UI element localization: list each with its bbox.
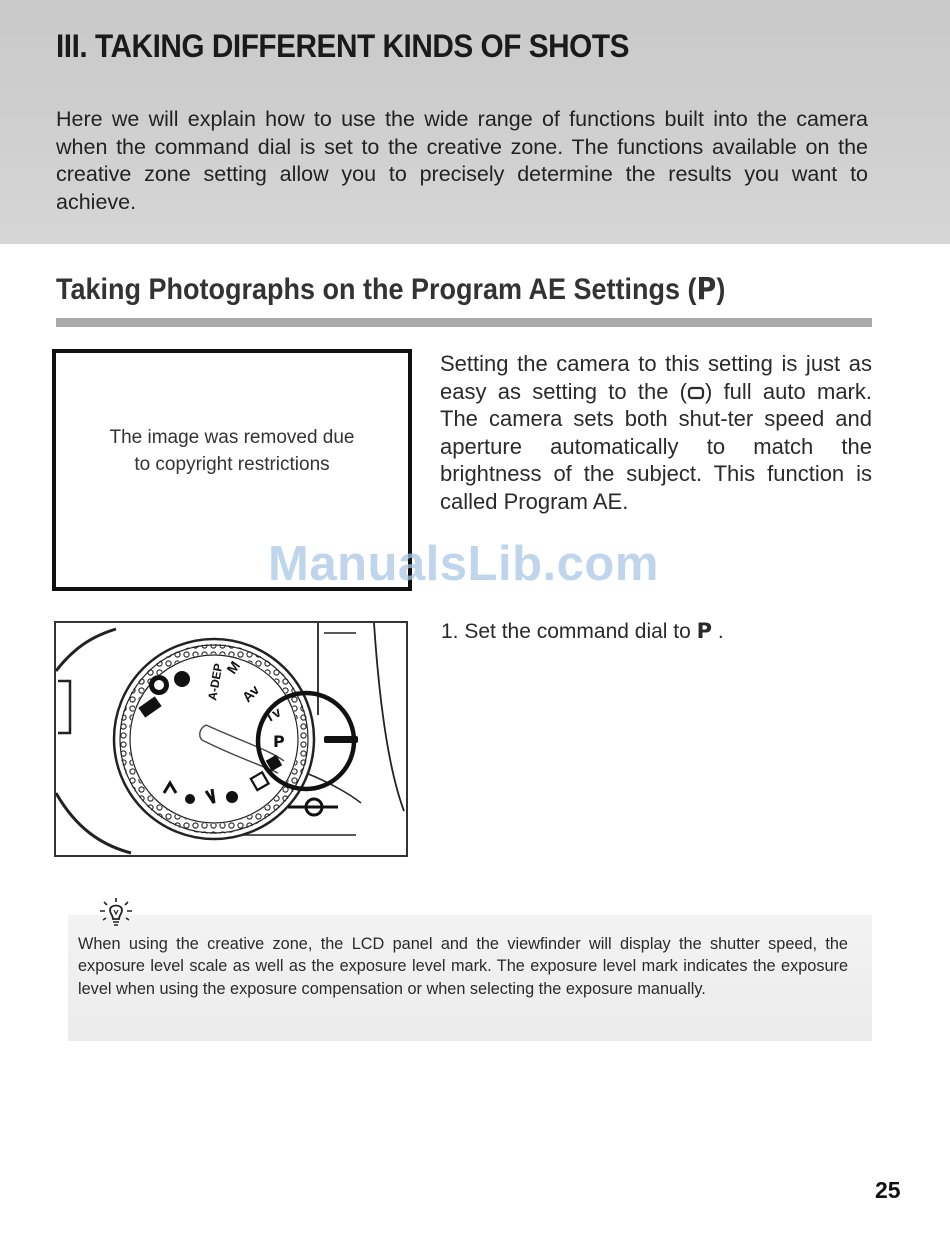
section-divider xyxy=(56,318,872,327)
chapter-header-band xyxy=(0,0,950,244)
dial-label-a-dep: A-DEP xyxy=(205,662,226,702)
step-1-end: . xyxy=(717,620,724,643)
program-ae-description xyxy=(440,350,872,516)
step-1-text: 1. Set the command dial to xyxy=(441,620,697,643)
removed-image-notice xyxy=(109,424,354,478)
removed-image-line-2: to copyright restrictions xyxy=(134,454,330,475)
step-1-instruction xyxy=(441,619,724,644)
removed-image-line-1: The image was removed due xyxy=(109,427,355,448)
page-number: 25 xyxy=(875,1177,901,1203)
section-title-close: ) xyxy=(716,273,726,306)
dial-label-p: P xyxy=(273,732,285,751)
section-title xyxy=(56,272,725,307)
dial-label-tv: Tv xyxy=(261,703,284,726)
step-1-mode-symbol: P xyxy=(696,619,713,643)
section-title-text: Taking Photographs on the Program AE Settings ( xyxy=(56,273,697,306)
watermark: ManualsLib.com xyxy=(268,537,659,591)
chapter-intro: Here we will explain how to use the wide range of functions built into the camera when the command dial is set to the creative zone. The functions available on the creative zone setting allow you to precisely determine the results you want to achieve. xyxy=(56,107,868,214)
tip-text: When using the creative zone, the LCD panel and the viewfinder will display the shutter speed, the exposure level scale as well as the exposure level mark. The exposure level mark indicates the exposure level when using the exposure compensation or when selecting the exposure manually. xyxy=(78,935,848,998)
command-dial-drawing xyxy=(56,623,406,855)
lightbulb-icon xyxy=(96,896,136,932)
program-mode-symbol: P xyxy=(696,272,717,307)
full-auto-rectangle-icon xyxy=(687,386,705,400)
dial-label-m: M xyxy=(223,657,244,677)
command-dial-illustration xyxy=(54,621,408,857)
description-after-symbol: ) full auto mark. The camera sets both shut-ter speed and aperture automatically to match the brightness of the subject. This function is called Program AE. xyxy=(440,378,872,514)
dial-label-av: Av xyxy=(238,681,263,706)
chapter-title: III. TAKING DIFFERENT KINDS OF SHOTS xyxy=(56,28,629,64)
description-before-symbol: Setting the camera to this setting is just as easy as setting to the ( xyxy=(440,351,872,404)
